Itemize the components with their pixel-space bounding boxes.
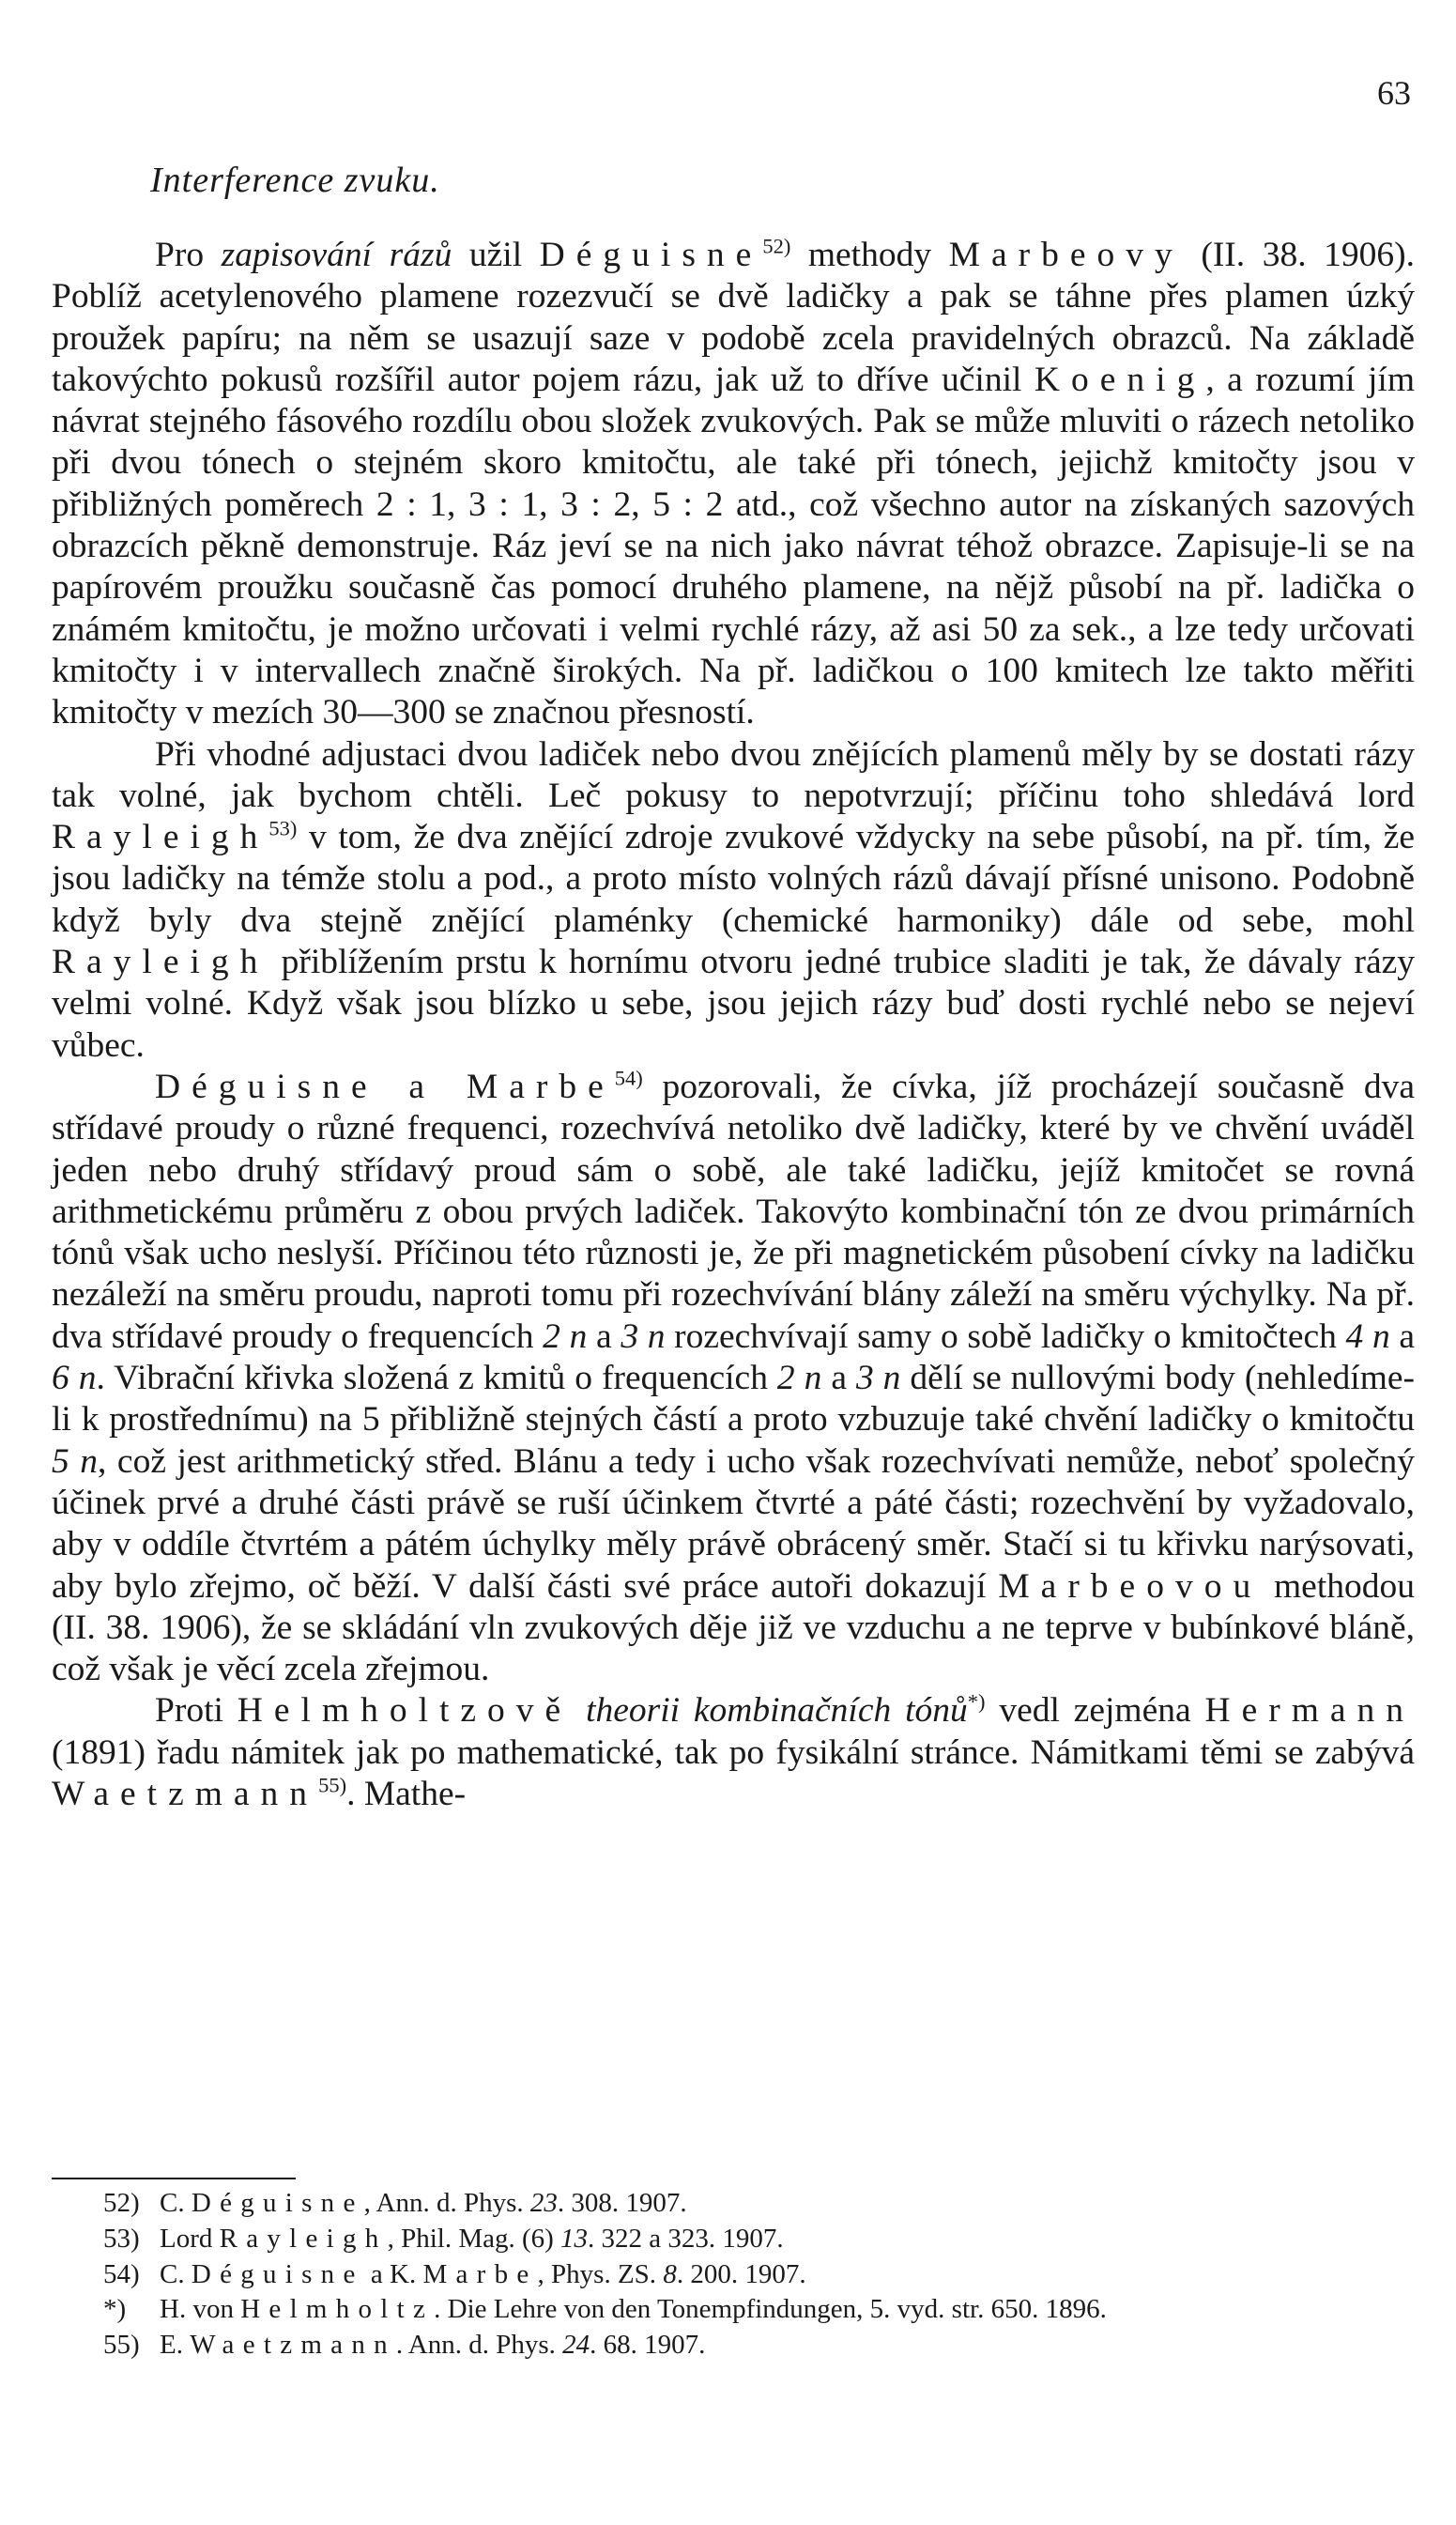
footnote-mark: 53) (103, 2223, 140, 2254)
text-run: Při vhodné adjustaci dvou ladiček nebo dvou znějících plamenů měly by se dostati rázy tak volné, jak bychom chtěli. Leč pokusy to nepotvrzují; příčinu toho shledává lord (52, 734, 1415, 815)
footnote-ref: *) (967, 1689, 986, 1714)
text-run (572, 1691, 586, 1730)
text-run: , Phys. ZS. (537, 2258, 664, 2289)
text-run: dělí se nullovými body (nehledíme-li k prostřednímu) na 5 přibližně stejných částí a proto vzbuzuje také chvění ladičky o kmitočtu (52, 1359, 1416, 1440)
paragraph-1 (52, 235, 1415, 734)
math-term: 4 n (1345, 1316, 1390, 1356)
author-name: Waetzmann (190, 2330, 396, 2361)
author-name: Waetzmann (52, 1774, 319, 1813)
footnote-52 (52, 2186, 1415, 2222)
text-run: . Die Lehre von den Tonempfindungen, 5. vyd. str. 650. 1896. (434, 2294, 1107, 2325)
body-text (52, 235, 1415, 1815)
paragraph-3 (52, 1067, 1415, 1690)
author-name: Helmholtz (240, 2294, 435, 2325)
text-run: methodou (II. 38. 1906), že se skládání vln zvukových děje již ve vzduchu a ne teprve v bubínkové bláně, což však je věcí zcela zřejmou. (52, 1566, 1415, 1689)
text-run: rozechvívají samy o sobě ladičky o kmitočtech (665, 1316, 1346, 1356)
text-run: C. (160, 2188, 192, 2218)
text-run: a (821, 1359, 856, 1398)
text-run: vedl zejména (985, 1691, 1205, 1731)
author-name: Helmholtzově (237, 1691, 573, 1731)
text-run: . 200. 1907. (676, 2258, 806, 2289)
volume-number: 23 (529, 2188, 558, 2218)
author-name: Marbeovy (948, 236, 1184, 274)
paragraph-4 (52, 1690, 1415, 1815)
math-term: 3 n (621, 1316, 666, 1356)
footnote-55 (52, 2328, 1415, 2363)
section-title: Interference zvuku. (150, 161, 440, 200)
footnote-ref: 52) (762, 234, 791, 258)
text-run: , a rozumí jím návrat stejného fásového rozdílu obou složek zvukových. Pak se může mluviti o rázech netoliko při dvou tónech o stejném skoro kmitočtu, ale také při tónech, jejichž kmitočty jsou v přibližných poměrech 2 : 1, 3 : 1, 3 : 2, 5 : 2 atd., což všechno autor na získaných sazových obrazcích pěkně demonstruje. Ráz jeví se na nich jako návrat téhož obrazce. Zapisuje-li se na papírovém proužku současně čas pomocí druhého plamene, na nějž působí na př. ladička o známém kmitočtu, je možno určovati i velmi rychlé rázy, až asi 50 za sek., a lze tedy určovati kmitočty i v intervallech značně širokých. Na př. ladičkou o 100 kmitech lze takto měřiti kmitočty v mezích 30—300 se značnou přesností. (52, 360, 1415, 732)
text-run: . 68. 1907. (590, 2330, 706, 2361)
author-name: Marbeovou (998, 1566, 1263, 1606)
text-run: E. (160, 2330, 191, 2361)
footnote-mark: 52) (103, 2188, 140, 2218)
author-name: Déguisne (539, 236, 763, 274)
text-run: a (1389, 1316, 1416, 1356)
text-run: . Vibrační křivka složená z kmitů o frequencích (96, 1359, 777, 1398)
math-term: 3 n (855, 1359, 901, 1398)
math-term: 2 n (776, 1359, 822, 1398)
footnote-53 (52, 2222, 1415, 2257)
author-name: Rayleigh (52, 818, 269, 857)
author-name: Rayleigh (52, 943, 269, 982)
footnote-mark: 54) (103, 2258, 140, 2289)
text-run: Pro (155, 236, 222, 274)
text-run: , Ann. d. Phys. (363, 2188, 530, 2218)
italic-term: theorii kombinačních tónů (586, 1691, 968, 1731)
text-run: (1891) řadu námitek jak po mathematické, tak po fysikální stránce. Námitkami těmi se zabývá (52, 1732, 1415, 1772)
author-name: Koenig (1034, 360, 1206, 399)
footnote-ref: 55) (318, 1773, 347, 1797)
paragraph-2 (52, 734, 1415, 1067)
text-run: a (587, 1316, 621, 1356)
text-run: . Mathe- (346, 1774, 467, 1813)
text-run: pozorovali, že cívka, jíž procházejí současně dva střídavé proudy o různé frequenci, rozechvívá netoliko dvě ladičky, které by ve chvění uváděl jeden nebo druhý střídavý proud sám o sobě, ale také ladičku, jejíž kmitočet se rovná arithmetickému průměru z obou prvých ladiček. Takovýto kombinační tón ze dvou primárních tónů však ucho neslyší. Příčinou této různosti je, že při magnetickém působení cívky na ladičku nezáleží na směru proudu, naproti tomu při rozechvívání blány záleží na směru výchylky. Na př. dva střídavé proudy o frequencích (52, 1067, 1415, 1356)
footnote-mark: *) (103, 2294, 127, 2325)
footnote-divider (52, 2178, 296, 2179)
text-run: . 322 a 323. 1907. (588, 2223, 784, 2254)
footnote-ref: 53) (268, 816, 298, 840)
volume-number: 13 (560, 2223, 589, 2254)
math-term: 5 n (52, 1441, 99, 1481)
footnote-54 (52, 2257, 1415, 2293)
text-run: užil (452, 236, 540, 274)
italic-term: zapisování rázů (221, 236, 452, 274)
math-term: 2 n (543, 1316, 588, 1356)
author-name: Hermann (1204, 1691, 1416, 1731)
author-name: Rayleigh (219, 2223, 388, 2254)
text-run: , Phil. Mag. (6) (387, 2223, 561, 2254)
footnotes (52, 2186, 1415, 2363)
text-run: přiblížením prstu k hornímu otvoru jedné trubice sladiti je tak, že dávaly rázy velmi volné. Když však jsou blízko u sebe, jsou jejich rázy buď dosti rychlé nebo se nejeví vůbec. (52, 943, 1415, 1065)
author-name: Déguisne (191, 2258, 364, 2289)
text-run: Proti (155, 1691, 238, 1731)
text-run: Lord (160, 2223, 220, 2254)
text-run: methody (790, 236, 949, 274)
author-name: Déguisne a Marbe (155, 1067, 615, 1106)
text-run: C. (160, 2258, 192, 2289)
math-term: 6 n (52, 1359, 97, 1398)
text-run: , což jest arithmetický střed. Blánu a tedy i ucho však rozechvívati nemůže, neboť společný účinek prvé a druhé části právě se ruší účinkem čtvrté a páté části; rozechvění by vyžadovalo, aby v oddíle čtvrtém a pátém úchylky měly právě obrácený směr. Stačí si tu křivku narýsovati, aby bylo zřejmo, oč běží. V další části své práce autoři dokazují (52, 1441, 1416, 1606)
text-run: v tom, že dva znějící zdroje zvukové vždycky na sebe působí, na př. tím, že jsou ladičky na témže stolu a pod., a proto místo volných rázů dávají přísné unisono. Podobně když byly dva stejně znějící plaménky (chemické harmoniky) dále od sebe, mohl (52, 818, 1415, 940)
footnote-star (52, 2292, 1415, 2328)
volume-number: 24 (562, 2330, 590, 2361)
page-number: 63 (1377, 74, 1411, 112)
volume-number: 8 (663, 2258, 677, 2289)
footnote-mark: 55) (103, 2330, 140, 2361)
text-run: . Ann. d. Phys. (395, 2330, 563, 2361)
text-run: H. von (160, 2294, 241, 2325)
text-run: a K. (363, 2258, 423, 2289)
footnote-ref: 54) (614, 1066, 643, 1090)
author-name: Marbe (422, 2258, 538, 2289)
author-name: Déguisne (191, 2188, 364, 2218)
text-run: . 308. 1907. (557, 2188, 687, 2218)
text-run: (II. 38. 1906). Poblíž acetylenového plamene rozezvučí se dvě ladičky a pak se táhne přes plamen úzký proužek papíru; na něm se usazují saze v podobě zcela pravidelných obrazců. Na základě takovýchto pokusů rozšířil autor pojem rázu, jak už to dříve učinil (52, 236, 1416, 399)
